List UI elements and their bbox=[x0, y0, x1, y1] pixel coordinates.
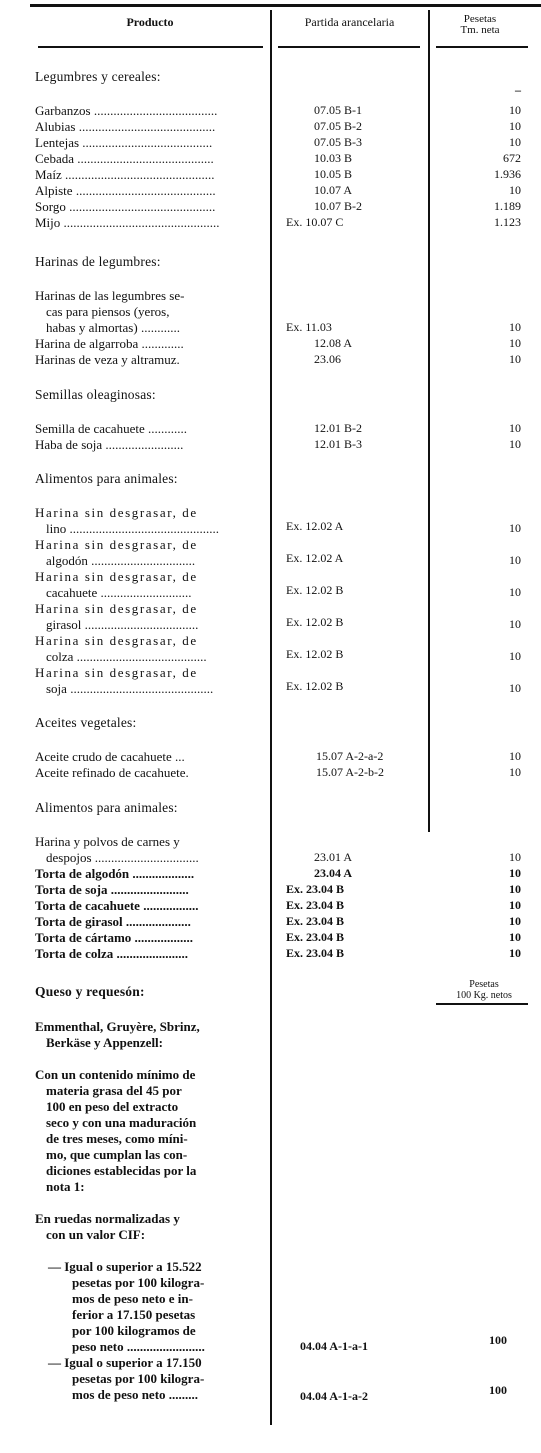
tariff-code: Ex. 23.04 B bbox=[286, 882, 345, 896]
item1-line: peso neto ........................ bbox=[72, 1339, 205, 1354]
tariff-code: 04.04 A-1-a-2 bbox=[300, 1389, 368, 1403]
header-underline-1 bbox=[38, 46, 263, 48]
product-row: Haba de soja ........................ bbox=[35, 437, 184, 452]
value-cell: 10 bbox=[509, 352, 521, 366]
unit-100kg: 100 Kg. netos bbox=[456, 990, 512, 1001]
value-cell: 10 bbox=[509, 135, 521, 149]
value-cell: 1.189 bbox=[494, 199, 521, 213]
tariff-code: 04.04 A-1-a-1 bbox=[300, 1339, 368, 1353]
tariff-code: 10.07 A bbox=[314, 183, 353, 197]
product-row: Torta de cártamo .................. bbox=[35, 930, 194, 945]
product-row: Mijo ................................................ bbox=[35, 215, 220, 230]
column-divider-2 bbox=[428, 10, 430, 832]
value-cell: 10 bbox=[509, 850, 521, 864]
value-cell: 10 bbox=[509, 866, 521, 880]
value-cell: 10 bbox=[509, 898, 521, 912]
product-line: Harinas de las legumbres se- bbox=[35, 288, 185, 303]
tariff-code: 12.08 A bbox=[314, 336, 353, 350]
value-cell: 10 bbox=[509, 553, 521, 567]
condition-line: 100 en peso del extracto bbox=[46, 1099, 179, 1114]
condition-line: materia grasa del 45 por bbox=[46, 1083, 182, 1098]
unit-pesetas: Pesetas bbox=[469, 979, 499, 990]
product-line: Harina sin desgrasar, de bbox=[35, 569, 198, 584]
product-row: Maíz .............................................. bbox=[35, 167, 215, 182]
value-cell: 10 bbox=[509, 882, 521, 896]
product-line: colza ........................................ bbox=[46, 649, 207, 664]
value-cell: 100 bbox=[489, 1333, 507, 1347]
cheese-varieties-line: Berkäse y Appenzell: bbox=[46, 1035, 163, 1050]
product-line: Harina sin desgrasar, de bbox=[35, 537, 198, 552]
condition-line: mo, que cumplan las con- bbox=[46, 1147, 188, 1162]
value-cell: 10 bbox=[509, 336, 521, 350]
section-queso-requeson: Queso y requesón: bbox=[35, 984, 145, 999]
dash-mark: – bbox=[515, 83, 521, 97]
tariff-code: 10.05 B bbox=[314, 167, 353, 181]
header-partida: Partida arancelaria bbox=[304, 15, 395, 29]
product-line: Harina y polvos de carnes y bbox=[35, 834, 180, 849]
section-alimentos-animales-1: Alimentos para animales: bbox=[35, 471, 178, 486]
item1-line: ferior a 17.150 pesetas bbox=[72, 1307, 196, 1322]
wheel-line: con un valor CIF: bbox=[46, 1227, 146, 1242]
item2-line: mos de peso neto ......... bbox=[72, 1387, 199, 1402]
unit-underline bbox=[436, 1003, 528, 1005]
value-cell: 10 bbox=[509, 749, 521, 763]
value-cell: 10 bbox=[509, 765, 521, 779]
tariff-code: 23.01 A bbox=[314, 850, 353, 864]
tariff-code: 12.01 B-3 bbox=[314, 437, 362, 451]
value-cell: 10 bbox=[509, 914, 521, 928]
header-tm-neta: Tm. neta bbox=[460, 24, 500, 36]
item2-line: — Igual o superior a 17.150 bbox=[48, 1355, 202, 1370]
tariff-code: 12.01 B-2 bbox=[314, 421, 362, 435]
tariff-code: 15.07 A-2-a-2 bbox=[316, 749, 384, 763]
top-rule bbox=[30, 4, 541, 7]
value-cell: 10 bbox=[509, 183, 521, 197]
section-alimentos-animales-2: Alimentos para animales: bbox=[35, 800, 178, 815]
condition-line: Con un contenido mínimo de bbox=[35, 1067, 196, 1082]
tariff-code: Ex. 11.03 bbox=[286, 320, 332, 334]
value-cell: 10 bbox=[509, 681, 521, 695]
header-producto: Producto bbox=[126, 15, 174, 29]
value-cell: 10 bbox=[509, 103, 521, 117]
tariff-code: Ex. 12.02 B bbox=[286, 615, 344, 629]
product-line: algodón ................................ bbox=[46, 553, 196, 568]
tariff-code: 23.06 bbox=[314, 352, 341, 366]
value-cell: 10 bbox=[509, 119, 521, 133]
product-row: Cebada .......................................... bbox=[35, 151, 214, 166]
header-underline-3 bbox=[436, 46, 528, 48]
product-row: Lentejas ........................................ bbox=[35, 135, 213, 150]
section-legumbres-cereales: Legumbres y cereales: bbox=[35, 69, 161, 84]
product-row: Sorgo ............................................. bbox=[35, 199, 216, 214]
item2-line: pesetas por 100 kilogra- bbox=[72, 1371, 205, 1386]
item1-line: — Igual o superior a 15.522 bbox=[48, 1259, 202, 1274]
item1-line: mos de peso neto e in- bbox=[72, 1291, 193, 1306]
product-row: Torta de algodón ................... bbox=[35, 866, 195, 881]
value-cell: 672 bbox=[503, 151, 521, 165]
product-row: Alubias .......................................... bbox=[35, 119, 216, 134]
tariff-code: Ex. 23.04 B bbox=[286, 914, 345, 928]
value-cell: 10 bbox=[509, 946, 521, 960]
product-line: Harina sin desgrasar, de bbox=[35, 633, 198, 648]
wheel-line: En ruedas normalizadas y bbox=[35, 1211, 180, 1226]
condition-line: nota 1: bbox=[46, 1179, 85, 1194]
tariff-code: 07.05 B-2 bbox=[314, 119, 362, 133]
product-row: Aceite refinado de cacahuete. bbox=[35, 765, 189, 780]
value-cell: 10 bbox=[509, 585, 521, 599]
value-cell: 10 bbox=[509, 617, 521, 631]
condition-line: de tres meses, como míni- bbox=[46, 1131, 188, 1146]
item1-line: por 100 kilogramos de bbox=[72, 1323, 196, 1338]
column-divider-1 bbox=[270, 10, 272, 1425]
cheese-varieties-line: Emmenthal, Gruyère, Sbrinz, bbox=[35, 1019, 200, 1034]
product-line: cas para piensos (yeros, bbox=[46, 304, 170, 319]
value-cell: 10 bbox=[509, 437, 521, 451]
value-cell: 100 bbox=[489, 1383, 507, 1397]
product-line: habas y almortas) ............ bbox=[46, 320, 180, 335]
tariff-code: Ex. 23.04 B bbox=[286, 898, 345, 912]
product-row: Alpiste ........................................... bbox=[35, 183, 216, 198]
tariff-code: 07.05 B-1 bbox=[314, 103, 362, 117]
tariff-code: 15.07 A-2-b-2 bbox=[316, 765, 384, 779]
product-line: cacahuete ............................ bbox=[46, 585, 192, 600]
product-line: soja ............................................ bbox=[46, 681, 214, 696]
condition-line: diciones establecidas por la bbox=[46, 1163, 197, 1178]
tariff-code: Ex. 12.02 B bbox=[286, 647, 344, 661]
product-line: Harina sin desgrasar, de bbox=[35, 665, 198, 680]
tariff-code: Ex. 12.02 B bbox=[286, 583, 344, 597]
tariff-code: Ex. 12.02 B bbox=[286, 679, 344, 693]
tariff-code: Ex. 12.02 A bbox=[286, 519, 344, 533]
value-cell: 10 bbox=[509, 521, 521, 535]
value-cell: 1.936 bbox=[494, 167, 521, 181]
product-row: Harinas de veza y altramuz. bbox=[35, 352, 180, 367]
value-cell: 10 bbox=[509, 320, 521, 334]
product-row: Harina de algarroba ............. bbox=[35, 336, 184, 351]
product-line: Harina sin desgrasar, de bbox=[35, 505, 198, 520]
product-row: Semilla de cacahuete ............ bbox=[35, 421, 187, 436]
tariff-code: 07.05 B-3 bbox=[314, 135, 362, 149]
section-harinas-legumbres: Harinas de legumbres: bbox=[35, 254, 161, 269]
header-pesetas: Pesetas bbox=[463, 13, 497, 25]
product-line: lino .............................................. bbox=[46, 521, 219, 536]
tariff-code: Ex. 23.04 B bbox=[286, 930, 345, 944]
item1-line: pesetas por 100 kilogra- bbox=[72, 1275, 205, 1290]
tariff-code: Ex. 10.07 C bbox=[286, 215, 344, 229]
section-aceites-vegetales: Aceites vegetales: bbox=[35, 715, 137, 730]
product-line: despojos ................................ bbox=[46, 850, 199, 865]
tariff-code: Ex. 23.04 B bbox=[286, 946, 345, 960]
condition-line: seco y con una maduración bbox=[46, 1115, 197, 1130]
tariff-code: 10.03 B bbox=[314, 151, 353, 165]
product-line: Harina sin desgrasar, de bbox=[35, 601, 198, 616]
section-semillas-oleaginosas: Semillas oleaginosas: bbox=[35, 387, 156, 402]
value-cell: 10 bbox=[509, 649, 521, 663]
product-line: girasol ................................... bbox=[46, 617, 199, 632]
tariff-code: Ex. 12.02 A bbox=[286, 551, 344, 565]
tariff-code: 23.04 A bbox=[314, 866, 353, 880]
value-cell: 1.123 bbox=[494, 215, 521, 229]
value-cell: 10 bbox=[509, 421, 521, 435]
value-cell: 10 bbox=[509, 930, 521, 944]
product-row: Garbanzos ...................................... bbox=[35, 103, 218, 118]
product-row: Torta de soja ........................ bbox=[35, 882, 189, 897]
product-row: Torta de girasol .................... bbox=[35, 914, 191, 929]
tariff-code: 10.07 B-2 bbox=[314, 199, 362, 213]
product-row: Aceite crudo de cacahuete ... bbox=[35, 749, 185, 764]
product-row: Torta de cacahuete ................. bbox=[35, 898, 199, 913]
product-row: Torta de colza ...................... bbox=[35, 946, 188, 961]
header-underline-2 bbox=[278, 46, 420, 48]
